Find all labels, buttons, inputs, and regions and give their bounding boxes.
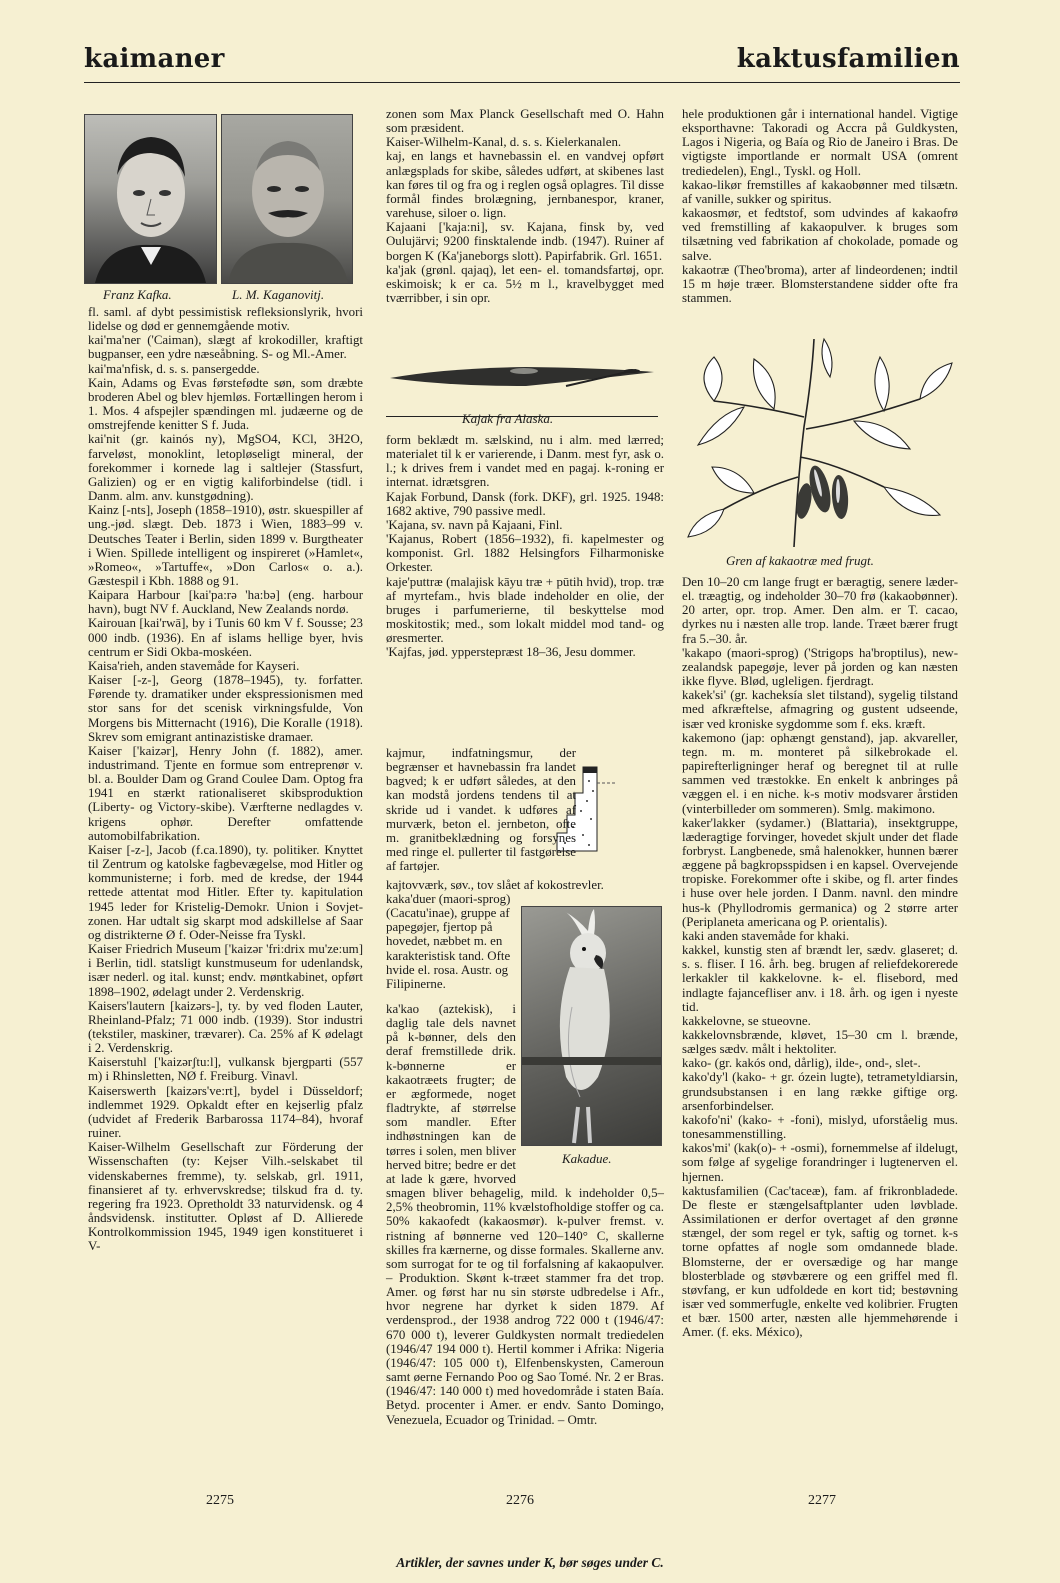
entry: kakaotræ (Theo'broma), arter af lindeordenen; indtil 15 m høje træer. Blomsterstandene sidder ofte fra stammen. [682, 262, 958, 306]
caption-kakao: Gren af kakaotræ med frugt. [726, 553, 874, 568]
column-2-mid [386, 433, 664, 660]
entry: Kaiser [-z-], Georg (1878–1945), ty. forfatter. Førende ty. dramatiker under ekspressionismen med stor sans for det scenisk virkningsfulde, Von Morgens bis Mitternacht (1916), Die Koralle (1918). Skrev som emigrant antinazistiske dramaer. [88, 673, 363, 744]
entry: kakkel, kunstig sten af brændt ler, sædv. glaseret; d. s. s. fliser. I 16. årh. beg. brugen af reliefdekorerede lerkakler til kakkelovne. k- el. flisebord, med indlagte fajancefliser anv. i 18. årh. og igen i nyeste tid. [682, 943, 958, 1014]
entry: Kaiserswerth [kaizərs've:rt], bydel i Düsseldorf; indlemmet 1929. Opkaldt efter en kejserlig pfalz (udvidet af Frederik Barbarossa 1174–84), hvoraf ruiner. [88, 1083, 363, 1141]
entry: kaj, en langs et havnebassin el. en vandvej opført anlægsplads for skibe, således udført, at skibenes last kan føres til og fra og i reglen også oplagres. Til disse formål findes brolægning, jernbanespor, kraner, varehuse, siloer o. lign. [386, 149, 664, 221]
entry: kai'nit (gr. kainós ny), MgSO4, KCl, 3H2O, farveløst, monoklint, letopløseligt mineral, der forekommer i kornede lag i saltlejer (Stassfurt, Galizien) og er en vigtig kaliforbindelse (tidl. i Danm. alm. anv. kunstgødning). [88, 432, 363, 504]
header-left-word: kaimaner [84, 44, 225, 74]
entry: kaki anden stavemåde for khaki. [682, 928, 850, 943]
entry: 'kakapo (maori-sprog) ('Strigops ha'broptilus), new-zealandsk papegøje, lever på jorden og kan næsten ikke flyve. Blød, ugleligen. fjerdragt. [682, 645, 958, 689]
caption-kajak: Kajak fra Alaska. [462, 411, 554, 426]
entry: form beklædt m. sælskind, nu i alm. med lærred; materialet til k er varierende, i Danm. mest fyr, ask o. l.; k drives frem i vandet med en pagaj. k-roning er internat. idrætsgren. [386, 433, 664, 490]
photo-franz-kafka [84, 114, 217, 284]
entry: Kain, Adams og Evas førstefødte søn, som dræbte broderen Abel og blev hjemløs. Fortællingen herom i 1. Mos. 4 afspejler spændingen ml. judæerne og de omstrejfende kenitter S f. Juda. [88, 375, 363, 433]
entry: kakkelovnsbrænde, kløvet, 15–30 cm l. brænde, sælges sædv. målt i hektoliter. [682, 1028, 958, 1057]
entry: Kaiser-Wilhelm-Kanal, d. s. s. Kielerkanalen. [386, 135, 622, 150]
header-right-word: kaktusfamilien [736, 44, 960, 74]
entry-kakaduer: kaka'duer (maori-sprog) (Cacatu'inae), gruppe af papegøjer, fjertop på hovedet, næbbet m. en karakteristisk tand. Ofte hvide el. rosa. Austr. og Filipinerne. [386, 892, 511, 991]
entry: hele produktionen går i international handel. Vigtige eksporthavne: Takoradi og Accra på Guldkysten, Lagos i Nigeria, og Baía og Rio de Janeiro i Bras. De vigtigste importlande er normalt USA (omrent trediedelen), Engl., Tyskl. og Holl. [682, 107, 958, 178]
page-number-middle: 2276 [506, 1493, 534, 1508]
header-rule [84, 82, 960, 83]
caption-kaganovitj: L. M. Kaganovitj. [232, 287, 325, 302]
entry: kako- (gr. kakós ond, dårlig), ilde-, ond-, slet-. [682, 1056, 921, 1071]
page-number-left: 2275 [206, 1493, 234, 1508]
entry: Den 10–20 cm lange frugt er bæragtig, senere læder- el. træagtig, og indeholder 30–70 frø (kakaobønner). 20 arter, opr. trop. Amer. Den alm. er T. cacao, dyrkes nu i næsten alle trop. lande. Træet bærer frugt fra 5.–30. år. [682, 575, 958, 646]
entry: Kajaani ['kaja:ni], sv. Kajana, finsk by, ved Oulujärvi; 9200 finsktalende indb. (1947). Ruiner af borgen K (Ka'janeborgs slott). Papirfabrik. Grl. 1651. [386, 220, 664, 263]
entry: kakkelovne, se stueovne. [682, 1013, 811, 1028]
column-3-bottom [682, 575, 958, 1339]
entry: kai'ma'ner ('Caiman), slægt af krokodiller, kraftigt bugpanser, een ydre næseåbning. S- og Ml.-Amer. [88, 333, 363, 362]
entry: kaker'lakker (sydamer.) (Blattaria), insektgruppe, læderagtige forvinger, hovedet skjult under det flade forbryst. Langbenede, små halenokker, hunnen bærer æggene på bagkropsspidsen i en kapsel. Overvejende tropiske. Forekommer ofte i skibe, og fl. arter findes i huse over hele jorden. I Danm. navnl. den mindre hus-k (Phyllodromis germanica) og 2 større arter (Periplaneta americana og P. orientalis). [682, 815, 958, 929]
caption-kakadue: Kakadue. [562, 1151, 612, 1166]
entry-kakao [386, 1002, 664, 1427]
entry: Kajak Forbund, Dansk (fork. DKF), grl. 1925. 1948: 1682 aktive, 790 passive medl. [386, 489, 664, 518]
entry: Kaiser ['kaizər], Henry John (f. 1882), amer. industrimand. Tjente en formue som entreprenør v. bl. a. Boulder Dam og Grand Coulee Dam. Optog fra 1941 en stærkt rationaliseret skibsproduktion (Liberty- og Victory-skibe). Værfterne nedlagdes v. krigens ophør. Derefter omfattende automobilfabrikation. [88, 743, 363, 843]
entry: Kainz [-nts], Joseph (1858–1910), østr. skuespiller af ung.-jød. slægt. Deb. 1873 i Wien, 1883–99 v. Deutsches Teater i Berlin, siden 1899 v. Burgtheater i Wien. Spillede intelligent og inspireret (»Hamlet«, »Romeo«, »Tartuffe«, »Don Carlos« o. a.). Gæstespil i Kbh. 1888 og 91. [88, 503, 363, 588]
page-number-right: 2277 [808, 1493, 836, 1508]
caption-kafka: Franz Kafka. [103, 287, 172, 302]
kakao-branch-illustration [684, 337, 956, 549]
entry-kajmur [386, 746, 664, 873]
entry: Kaiser [-z-], Jacob (f.ca.1890), ty. politiker. Knyttet til Zentrum og katolske fagbevægelse, mod Hitler og kommunisterne; i forb. med de kredse, der 1944 rettede attentat mod Hitler. Efter ty. kapitulation 1945 leder for Kristelig-Demokr. Union i Sovjet-zonen. Har udtalt sig skarpt mod adskillelse af Saar og distrikterne Ø f. Oder-Neisse fra Tyskl. [88, 842, 363, 942]
entry: kaje'puttræ (malajisk kāyu træ + pūtih hvid), trop. træ af myrtefam., hvis blade indeholder en olie, der bruges i parfumerierne, til beskyttelse mod moskitostik; med., som lokalt middel mod tand- og øresmerter. [386, 574, 664, 646]
entry: ka'jak (grønl. qajaq), let een- el. tomandsfartøj, opr. eskimoisk; k er ca. 5½ m l., kravelbygget med tværribber, i sin opr. [386, 262, 664, 306]
entry: kakos'mi' (kak(o)- + -osmi), fornemmelse af ildelugt, som følge af sygelige forandringer i lugtenerven el. hjernen. [682, 1141, 958, 1184]
entry: kakaosmør, et fedtstof, som udvindes af kakaofrø ved fremstilling af kakaopulver. k bruges som tilsætning ved fabrikation af chokolade, pomade og salve. [682, 206, 958, 263]
entry: 'Kajanus, Robert (1856–1932), fi. kapelmester og komponist. Grl. 1882 Helsingfors Filharmoniske Orkester. [386, 532, 664, 575]
entry: Kaipara Harbour [kai'pa:rə 'ha:bə] (eng. harbour havn), bugt NV f. Auckland, New Zealands nordø. [88, 588, 363, 617]
photo-kaganovitj [221, 114, 353, 284]
footer-note: Artikler, der savnes under K, bør søges under C. [396, 1555, 664, 1570]
entry: Kaiserstuhl ['kaizərʃtu:l], vulkansk bjergparti (557 m) i Rhinsletten, NØ f. Freiburg. Vinavl. [88, 1055, 363, 1084]
column-3-top [682, 107, 958, 305]
column-1 [88, 305, 363, 1253]
entry: fl. saml. af dybt pessimistisk refleksionslyrik, hvori lidelse og død er gennemgående motiv. [88, 305, 363, 334]
entry: Kaisers'lautern [kaizərs-], ty. by ved floden Lauter, Rheinland-Pfalz; 71 000 indb. (1939). Stor industri (tekstiler, maskiner, trævarer). Ca. 25% af K ødelagt i 2. Verdenskrig. [88, 998, 363, 1056]
entry: Kairouan [kai'rwā], by i Tunis 60 km V f. Sousse; 23 000 indb. (1936). En af islams hellige byer, hvis centrum er Sidi Okba-moskéen. [88, 616, 363, 659]
entry: kakao-likør fremstilles af kakaobønner med tilsætn. af vanille, sukker og spiritus. [682, 177, 958, 206]
entry: kako'dy'l (kako- + gr. ózein lugte), tetrametyldiarsin, grundsubstansen i en lang række giftige org. arsenforbindelser. [682, 1070, 958, 1113]
column-2-top [386, 107, 664, 305]
entry: 'Kajfas, jød. ypperstepræst 18–36, Jesu dommer. [386, 645, 636, 660]
entry: Kaisa'rieh, anden stavemåde for Kayseri. [88, 658, 300, 673]
entry: zonen som Max Planck Gesellschaft med O. Hahn som præsident. [386, 107, 664, 136]
entry: kaktusfamilien (Cac'taceæ), fam. af frikronbladede. De fleste er stængelsaftplanter uden løvblade. Assimilationen er derfor overtaget af den grønne stængel, der som regel er tyk, saftig og tornet. k-s torne opfattes af nogle som omdannede blade. Blomsterne, der er oversædige og har mange blosterblade og støvbærere og een griffel med fl. støvfang, er kun udfoldede en kort tid; bestøvning især ved sommerfugle, enkelte ved kolibrier. Frugten et bær. 1500 arter, næsten alle hjemmehørende i Amer. (f. eks. México), [682, 1183, 958, 1340]
entry-kajmur-text: kajmur, indfatningsmur, der begrænser et havnebassin fra landet bagved; k er udført således, at den kan modstå jordens tendens til at skride ud i vandet. k udføres af murværk, beton el. jernbeton, ofte m. granitbeklædning og forsynes med ringe el. pullerter til fastgørelse af fartøjer. [386, 746, 576, 874]
entry-kajtov: kajtovværk, søv., tov slået af kokostrevler. [386, 878, 604, 892]
entry-kakao-text: ka'kao (aztekisk), i daglig tale dels navnet på k-bønner, dels den deraf fremstillede drik. k-bønnerne er kakaotræets frugter; de er ægformede, noget fladtrykte, af størrelse som mandler. Efter indhøstningen kan de tørres i solen, men bliver herved bitre; bedre er det at lade k gære, hvorved smagen bliver behagelig, mild. k indeholder 0,5–2,5% theobromin, 11% kvælstofholdige stoffer og ca. 50% kakaofedt (kakaosmør). k-pulver fremst. v. ristning af bønnerne ved 120–140° C, skallerne skilles fra kærnerne, og disse formales. Skallerne anv. som surrogat for te og til forfalsning af kakaopulver. – Produktion. Skønt k-træet stammer fra det trop. Amer. og først har nu sin største udbredelse i Afr., hvor negrene har dyrket k siden 1879. Af verdensprod., der 1938 androg 722 000 t (1946/47: 670 000 t), leverer Guldkysten normalt trediedelen (1946/47 194 000 t). Hertil kommer i Afrika: Nigeria (1946/47: 105 000 t), Elfenbenskysten, Cameroun samt øerne Fernando Poo og Sao Tomé. Nr. 2 er Bras. (1946/47: 140 000 t) med hovedområde i staten Baía. Betyd. procenter i Amer. er endv. Santo Domingo, Venezuela, Ecuador og Trinidad. – Omtr. [386, 1002, 664, 1427]
entry: kakofo'ni' (kako- + -foni), mislyd, uforståelig mus. tonesammenstilling. [682, 1112, 958, 1142]
entry: kakek'si' (gr. kacheksía slet tilstand), sygelig tilstand med afkræftelse, afmagring og gustent udseende, især ved kroniske sygdomme som f. eks. kræft. [682, 688, 958, 731]
kajak-illustration [386, 350, 658, 417]
entry: Kaiser-Wilhelm Gesellschaft zur Förderung der Wissenschaften (ty: Kejser Vilh.-selskabet til videnskabernes fremme), ty. selskab, grl. 1911, finansieret af ty. erhvervskredse; tilskud fra d. ty. regering fra 1923. Opretholdt 33 naturvidensk. og 4 åndsvidensk. institutter. Opløst af D. Allierede Kontrolkommission 1945, 1949 igen konstitueret i V- [88, 1140, 363, 1254]
entry: 'Kajana, sv. navn på Kajaani, Finl. [386, 517, 563, 532]
entry: Kaiser Friedrich Museum ['kaizər 'fri:drix mu'ze:um] i Berlin, tidl. statsligt kunstmuseum for udenlandsk, især nederl. og ital. kunst; endv. møntkabinet, opført 1898–1902, ødelagt under 2. Verdenskrig. [88, 942, 363, 999]
entry: kai'ma'nfisk, d. s. s. pansergedde. [88, 361, 260, 376]
entry: kakemono (jap: ophængt genstand), jap. akvareller, tegn. m. m. monteret på silkebrokade el. papirefterligninger heraf og beregnet til at rulle sammen ved træstokke. En enkelt k anbringes på væggen el. i en niche. k-s motiv modsvarer årstiden (vinterbilleder om sommeren). Smlg. makimono. [682, 730, 958, 816]
